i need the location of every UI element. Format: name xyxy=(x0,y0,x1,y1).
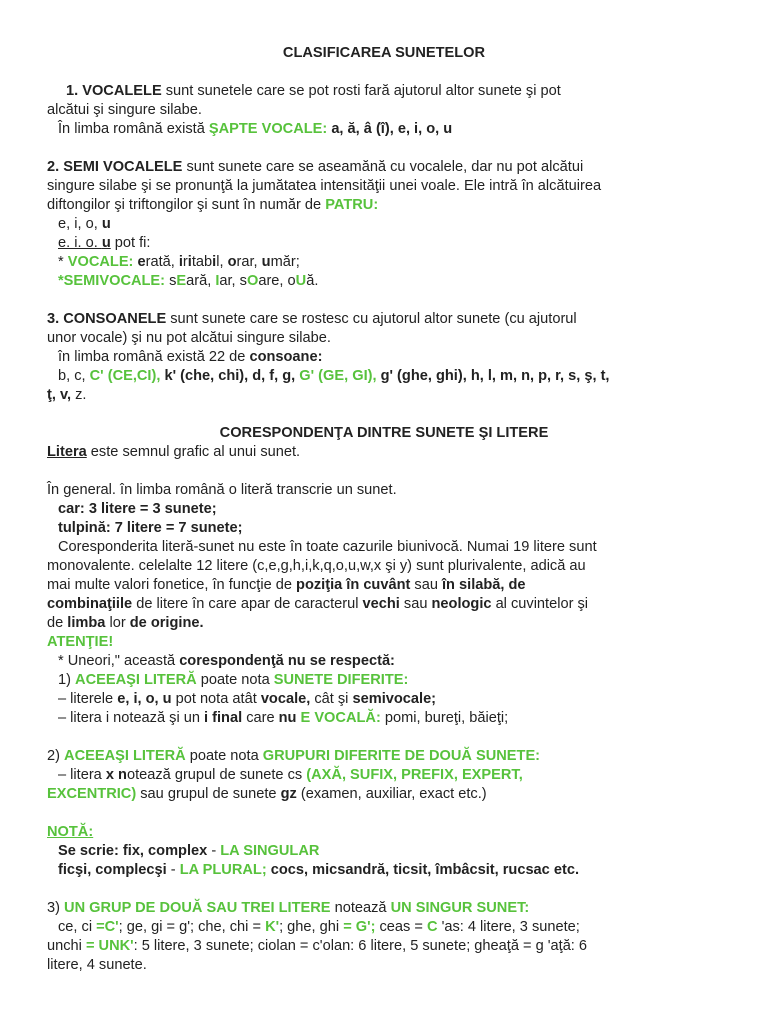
atentie-heading: ATENŢIE! xyxy=(47,634,114,650)
patru: PATRU: xyxy=(325,197,379,213)
corr-line-8: combinaţiile de litere în care apar de caracterul vechi sau neologic al cuvintelor şi xyxy=(47,596,589,612)
point2-line-1: 2) ACEEAŞI LITERĂ poate nota GRUPURI DIFERITE DE DOUĂ SUNETE: xyxy=(47,748,541,764)
corr-line-9: de limba lor de origine. xyxy=(47,615,204,631)
consoane-list-end: ţ, v, z. xyxy=(47,387,87,403)
consoane-line-1: 3. CONSOANELE sunt sunete care se rostesc cu ajutorul altor sunete (cu ajutorul xyxy=(47,311,577,327)
example-tulpina: tulpină: 7 litere = 7 sunete; xyxy=(58,520,243,536)
nota-line-1: Se scrie: fix, complex - LA SINGULAR xyxy=(58,843,320,859)
consoane-line-3: în limba română există 22 de consoane: xyxy=(58,349,323,365)
corr-line-6: monovalente. celelalte 12 litere (c,e,g,h,i,k,q,o,u,w,x şi y) sunt plurivalente, adică au xyxy=(47,558,586,574)
semivocale-line-3: diftongilor şi triftongilor şi sunt în număr de PATRU: xyxy=(47,197,379,213)
example-car: car: 3 litere = 3 sunete; xyxy=(58,501,217,517)
atentie-line-4: – litera i notează şi un i final care nu E VOCALĂ: pomi, bureţi, băieţi; xyxy=(58,710,509,726)
consoane-list: b, c, C' (CE,CI), k' (che, chi), d, f, g, G' (GE, GI), g' (ghe, ghi), h, l, m, n, p, r, s, ş, t, xyxy=(58,368,610,384)
semivocale-line-5: e. i. o. u pot fi: xyxy=(58,235,151,251)
correspondence-title: CORESPONDENŢA DINTRE SUNETE ŞI LITERE xyxy=(219,425,549,441)
vocale-list: a, ă, â (î), e, i, o, u xyxy=(327,121,453,137)
point3-line-3: unchi = UNK': 5 litere, 3 sunete; ciolan = c'olan: 6 litere, 5 sunete; gheaţă = g 'aţă: 6 xyxy=(47,938,588,954)
point2-line-3: EXCENTRIC) sau grupul de sunete gz (examen, auxiliar, exact etc.) xyxy=(47,786,487,802)
vocale-examples: * VOCALE: erată, iritabil, orar, umăr; xyxy=(58,254,300,270)
litera-definition: Litera este semnul grafic al unui sunet. xyxy=(47,444,301,460)
atentie-line-3: – literele e, i, o, u pot nota atât vocale, cât şi semivocale; xyxy=(58,691,437,707)
atentie-line-2: 1) ACEEAŞI LITERĂ poate nota SUNETE DIFERITE: xyxy=(58,672,409,688)
vocale-line-1 xyxy=(66,82,561,101)
point3-line-1: 3) UN GRUP DE DOUĂ SAU TREI LITERE notează UN SINGUR SUNET: xyxy=(47,900,530,916)
vocale-heading: 1. VOCALELE xyxy=(66,83,162,99)
corr-line-5: Coresponderita literă-sunet nu este în toate cazurile biunivocă. Numai 19 litere sunt xyxy=(58,539,597,555)
document-title: CLASIFICAREA SUNETELOR xyxy=(282,45,486,61)
point2-line-2: – litera x notează grupul de sunete cs (AXĂ, SUFIX, PREFIX, EXPERT, xyxy=(58,767,523,783)
vocale-line-3: În limba română există ŞAPTE VOCALE: a, ă, â (î), e, i, o, u xyxy=(58,121,453,137)
semivocale-examples: *SEMIVOCALE: sEară, Iar, sOare, oUă. xyxy=(58,273,319,289)
vocale-line-2: alcătui şi singure silabe. xyxy=(47,102,202,118)
corr-line-2: În general. în limba română o literă transcrie un sunet. xyxy=(47,482,397,498)
vocale-definition: sunt sunetele care se pot rosti fară ajutorul altor sunete şi pot xyxy=(161,83,561,99)
semivocale-line-4: e, i, o, u xyxy=(58,216,111,232)
sapte-vocale: ŞAPTE VOCALE: xyxy=(208,121,328,137)
corr-line-7: mai multe valori fonetice, în funcţie de poziţia în cuvânt sau în silabă, de xyxy=(47,577,526,593)
nota-line-2: ficşi, complecşi - LA PLURAL; cocs, micsandră, ticsit, îmbâcsit, rucsac etc. xyxy=(58,862,579,878)
consoane-heading: 3. CONSOANELE xyxy=(47,311,167,327)
point3-line-4: litere, 4 sunete. xyxy=(47,957,147,973)
semivocale-line-2: singure silabe şi se pronunţă la jumătatea intensităţii unei voale. Ele intră în alcătuirea xyxy=(47,178,602,194)
semivocale-heading: 2. SEMI VOCALELE xyxy=(47,159,183,175)
atentie-line-1: * Uneori," această corespondenţă nu se respectă: xyxy=(58,653,395,669)
nota-heading: NOTĂ: xyxy=(47,824,94,840)
consoane-line-2: unor vocale) şi nu pot alcătui singure silabe. xyxy=(47,330,331,346)
point3-line-2: ce, ci =C'; ge, gi = g'; che, chi = K'; ghe, ghi = G'; ceas = C 'as: 4 litere, 3 sunete; xyxy=(58,919,580,935)
semivocale-line-1: 2. SEMI VOCALELE sunt sunete care se aseamănă cu vocalele, dar nu pot alcătui xyxy=(47,159,584,175)
